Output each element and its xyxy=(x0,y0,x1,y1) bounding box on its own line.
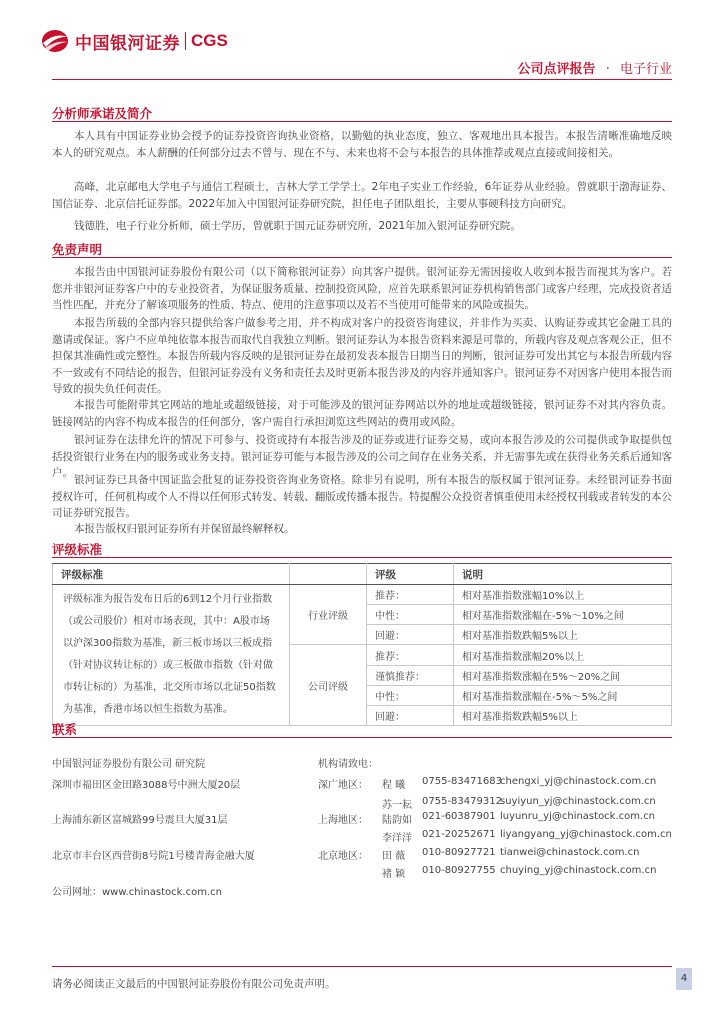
disclaimer-paragraph: 本报告所载的全部内容只提供给客户做参考之用，并不构成对客户的投资咨询建议，并非作为买卖、认购证券或其它金融工具的邀请或保证。客户不应单纯依靠本报告而取代自我独立判断。银河证券认为本报告资料来源是可靠的，所载内容及观点客观公正，但不担保其准确性或完整性。本报告所载内容反映的是银河证券在最初发表本报告日期当日的判断，银河证券可发出其它与本报告所载内容不一致或有不同结论的报告，但银河证券没有义务和责任去及时更新本报告涉及的内容并通知客户。银河证券不对因客户使用本报告而导致的损失负任何责任。 xyxy=(52,317,672,396)
header-separator: · xyxy=(605,62,610,77)
contact-name: 田 薇 xyxy=(382,851,406,862)
rating-note: 相对基准指数涨幅10%以上 xyxy=(454,585,672,605)
company-website[interactable]: 公司网址：www.chinastock.com.cn xyxy=(52,887,222,898)
rating-note: 相对基准指数涨幅在5%～20%之间 xyxy=(454,666,672,686)
disclaimer-paragraph: 本报告由中国银河证券股份有限公司（以下简称银河证券）向其客户提供。银河证券无需因接收人收到本报告而视其为客户。若您并非银河证券客户中的专业投资者，为保证服务质量、控制投资风险，应首先联系银河证券机构销售部门或客户经理，完成投资者适当性匹配，并充分了解该项服务的性质、特点、使用的注意事项以及若不当使用可能带来的风险或损失。 xyxy=(52,266,672,312)
analyst-bio-qiandesheng: 钱德胜，电子行业分析师，硕士学历，曾就职于国元证券研究所，2021年加入银河证券研究院。 xyxy=(74,220,521,232)
section-rule xyxy=(52,257,672,258)
disclaimer-paragraph: 银河证券在法律允许的情况下可参与、投资或持有本报告涉及的证券或进行证券交易，或向本报告涉及的公司提供或争取提供包括投资银行业务在内的服务或业务支持。银河证券可能与本报告涉及的公司之间存在业务关系，并无需事先或在获得业务关系后通知客户。 xyxy=(52,434,672,480)
office-address: 上海浦东新区富城路99号震旦大厦31层 xyxy=(52,815,228,826)
contact-email[interactable]: chengxi_yj@chinastock.com.cn xyxy=(500,776,657,787)
industry-rating-label: 行业评级 xyxy=(290,585,367,645)
contact-section-title: 联系 xyxy=(52,722,78,737)
section-rule xyxy=(52,121,672,122)
contact-phone: 010-80927721 xyxy=(422,847,496,858)
rating-section-title: 评级标准 xyxy=(52,542,103,557)
report-header xyxy=(518,58,672,77)
contact-phone: 021-20252671 xyxy=(422,829,496,840)
rating-name: 谨慎推荐： xyxy=(367,666,454,686)
company-rating-label: 公司评级 xyxy=(290,645,367,726)
disclaimer-paragraph: 本报告可能附带其它网站的地址或超级链接，对于可能涉及的银河证券网站以外的地址或超级链接，银河证券不对其内容负责。链接网站的内容不构成本报告的任何部分，客户需自行承担浏览这些网站的费用或风险。 xyxy=(52,399,672,428)
region-label: 北京地区： xyxy=(318,851,368,862)
table-header: 评级标准 xyxy=(53,564,290,585)
office-address: 深圳市福田区金田路3088号中洲大厦20层 xyxy=(52,780,241,791)
table-header: 说明 xyxy=(454,564,672,585)
contact-email[interactable]: chuying_yj@chinastock.com.cn xyxy=(500,865,657,876)
contact-name: 苏一耘 xyxy=(382,800,412,811)
rating-name: 推荐： xyxy=(367,645,454,666)
analyst-commitment: 本人具有中国证券业协会授予的证券投资咨询执业资格，以勤勉的执业态度，独立、客观地出具本报告。本报告清晰准确地反映本人的研究观点。本人薪酬的任何部分过去不曾与、现在不与、未来也将不会与本报告的具体推荐或观点直接或间接相关。 xyxy=(52,130,672,159)
contact-phone: 0755-83471683 xyxy=(422,776,502,787)
office-address: 北京市丰台区西营街8号院1号楼青海金融大厦 xyxy=(52,851,255,862)
section-rule xyxy=(52,737,672,738)
contact-phone: 0755-83479312 xyxy=(422,796,502,807)
research-institute-name: 中国银河证券股份有限公司 研究院 xyxy=(52,759,206,770)
contact-name: 李洋洋 xyxy=(382,833,412,844)
disclaimer-paragraph: 本报告版权归银河证券所有并保留最终解释权。 xyxy=(74,523,295,535)
contact-phone: 021-60387901 xyxy=(422,811,496,822)
rating-table xyxy=(52,563,672,726)
company-logo xyxy=(40,26,228,56)
rating-note: 相对基准指数涨幅在-5%～10%之间 xyxy=(454,605,672,625)
contact-name: 陆韵如 xyxy=(382,815,412,826)
rating-name: 中性： xyxy=(367,605,454,625)
contact-email[interactable]: liyangyang_yj@chinastock.com.cn xyxy=(500,829,672,840)
rating-name: 推荐： xyxy=(367,585,454,605)
rating-description: 评级标准为报告发布日后的6到12个月行业指数（或公司股价）相对市场表现，其中：A股市场以沪深300指数为基准，新三板市场以三板成指（针对协议转让标的）或三板做市指数（针对做市转让标的）为基准，北交所市场以北证50指数为基准，香港市场以恒生指数为基准。 xyxy=(53,585,290,726)
table-row xyxy=(53,585,672,605)
industry-name: 电子行业 xyxy=(619,62,672,77)
rating-note: 相对基准指数涨幅20%以上 xyxy=(454,645,672,666)
table-header-row xyxy=(53,564,672,585)
rating-note: 相对基准指数涨幅在-5%～5%之间 xyxy=(454,686,672,706)
contact-phone: 010-80927755 xyxy=(422,865,496,876)
page-number: 4 xyxy=(676,968,692,990)
report-type: 公司点评报告 xyxy=(517,62,596,77)
region-label: 深广地区： xyxy=(318,780,368,791)
galaxy-logo-icon xyxy=(40,28,70,54)
logo-en-text: CGS xyxy=(191,31,228,50)
analyst-section-title: 分析师承诺及简介 xyxy=(52,106,153,121)
footer-disclaimer: 请务必阅读正文最后的中国银河证券股份有限公司免责声明。 xyxy=(52,978,336,990)
disclaimer-paragraph: 银河证券已具备中国证监会批复的证券投资咨询业务资格。除非另有说明，所有本报告的版权属于银河证券。未经银河证券书面授权许可，任何机构或个人不得以任何形式转发、转载、翻版或传播本报告。特提醒公众投资者慎重使用未经授权刊载或者转发的本公司证券研究报告。 xyxy=(52,474,672,520)
logo-cn-text: 中国银河证券 xyxy=(75,33,180,54)
table-header-group xyxy=(290,564,367,585)
region-label: 上海地区： xyxy=(318,815,368,826)
analyst-bio-gaofeng: 高峰，北京邮电大学电子与通信工程硕士，吉林大学工学学士。2年电子实业工作经验，6年证券从业经验。曾就职于渤海证券、国信证券、北京信托证券部。2022年加入中国银河证券研究院，担任电子团队组长，主要从事硬科技方向研究。 xyxy=(52,181,672,210)
rating-note: 相对基准指数跌幅5%以上 xyxy=(454,625,672,645)
rating-name: 回避： xyxy=(367,706,454,726)
rating-note: 相对基准指数跌幅5%以上 xyxy=(454,706,672,726)
rating-name: 中性： xyxy=(367,686,454,706)
table-header: 评级 xyxy=(367,564,454,585)
sales-contact-title: 机构请致电： xyxy=(318,759,378,770)
rating-name: 回避： xyxy=(367,625,454,645)
header-rule xyxy=(52,79,672,80)
contact-name: 褚 颖 xyxy=(382,869,406,880)
contact-name: 程 曦 xyxy=(382,780,406,791)
contact-email[interactable]: suyiyun_yj@chinastock.com.cn xyxy=(500,796,656,807)
logo-divider xyxy=(185,32,186,50)
footer-rule xyxy=(52,966,672,967)
disclaimer-section-title: 免责声明 xyxy=(52,242,103,257)
contact-email[interactable]: luyunru_yj@chinastock.com.cn xyxy=(500,811,656,822)
contact-email[interactable]: tianwei@chinastock.com.cn xyxy=(500,847,640,858)
section-rule xyxy=(52,557,672,558)
